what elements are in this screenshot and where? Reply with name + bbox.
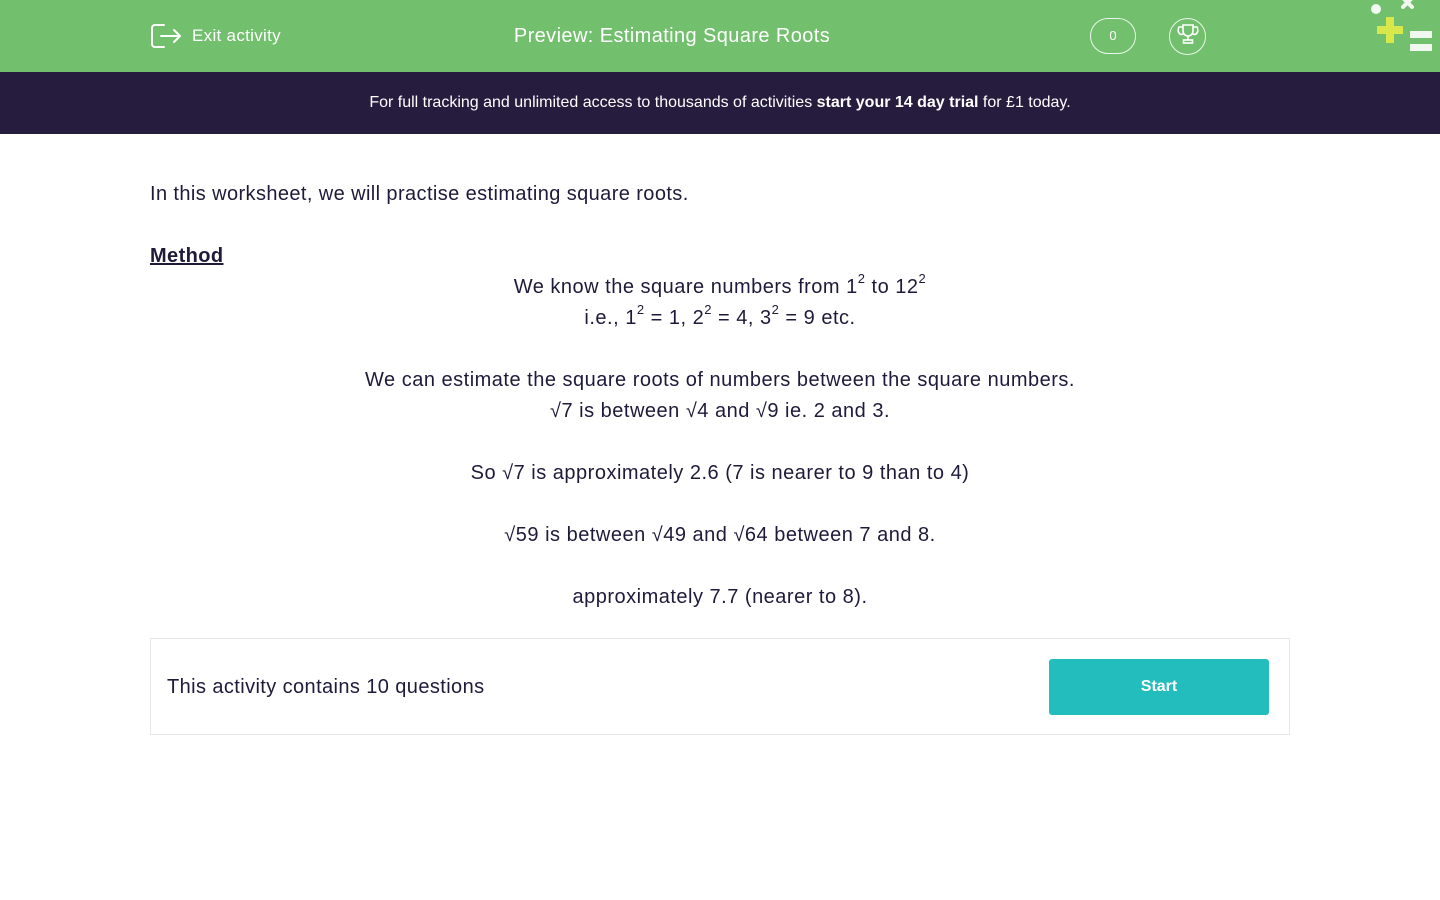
score-badge: 0 [1090, 18, 1136, 54]
trophy-icon [1176, 23, 1200, 50]
exponent: 2 [857, 271, 866, 287]
promo-text-before: For full tracking and unlimited access to thousands of activities [369, 94, 817, 111]
start-button[interactable]: Start [1049, 659, 1269, 715]
spacer [150, 334, 1290, 365]
exit-activity-button[interactable] [150, 22, 281, 50]
start-trial-link[interactable]: start your 14 day trial [816, 94, 979, 111]
method-line-3: We can estimate the square roots of numbers between the square numbers. [365, 369, 1075, 391]
method-text: to 12 [865, 276, 919, 298]
promo-text-after: for £1 today. [978, 94, 1071, 111]
method-text: We know the square numbers from 1 [513, 276, 858, 298]
method-line-1 [150, 272, 1290, 303]
exponent: 2 [771, 302, 780, 318]
exit-activity-label: Exit activity [192, 26, 281, 45]
question-count-text: This activity contains 10 questions [167, 676, 485, 698]
top-header [0, 0, 1440, 72]
method-line-2 [150, 303, 1290, 334]
exponent: 2 [918, 271, 927, 287]
method-explanation [150, 272, 1290, 613]
method-line-6: √59 is between √49 and √64 between 7 and 8. [504, 524, 936, 546]
method-text: = 9 etc. [779, 307, 856, 329]
page-title: Preview: Estimating Square Roots [513, 25, 831, 47]
method-line-5: So √7 is approximately 2.6 (7 is nearer to 9 than to 4) [470, 462, 970, 484]
trial-promo-banner [0, 72, 1440, 134]
exponent: 2 [636, 302, 645, 318]
method-line-4: √7 is between √4 and √9 ie. 2 and 3. [549, 400, 891, 422]
method-line-7: approximately 7.7 (nearer to 8). [572, 586, 868, 608]
brand-logo [1366, 0, 1440, 56]
intro-text: In this worksheet, we will practise estimating square roots. [150, 183, 689, 205]
method-text: = 4, 3 [711, 307, 772, 329]
method-heading: Method [150, 245, 224, 267]
exit-icon [150, 22, 182, 50]
spacer [150, 427, 1290, 458]
spacer [150, 489, 1290, 520]
activity-card [150, 638, 1290, 735]
exponent: 2 [704, 302, 712, 318]
method-text: i.e., 1 [584, 307, 637, 329]
spacer [150, 551, 1290, 582]
trophy-button[interactable] [1169, 18, 1206, 55]
method-text: = 1, 2 [644, 307, 705, 329]
